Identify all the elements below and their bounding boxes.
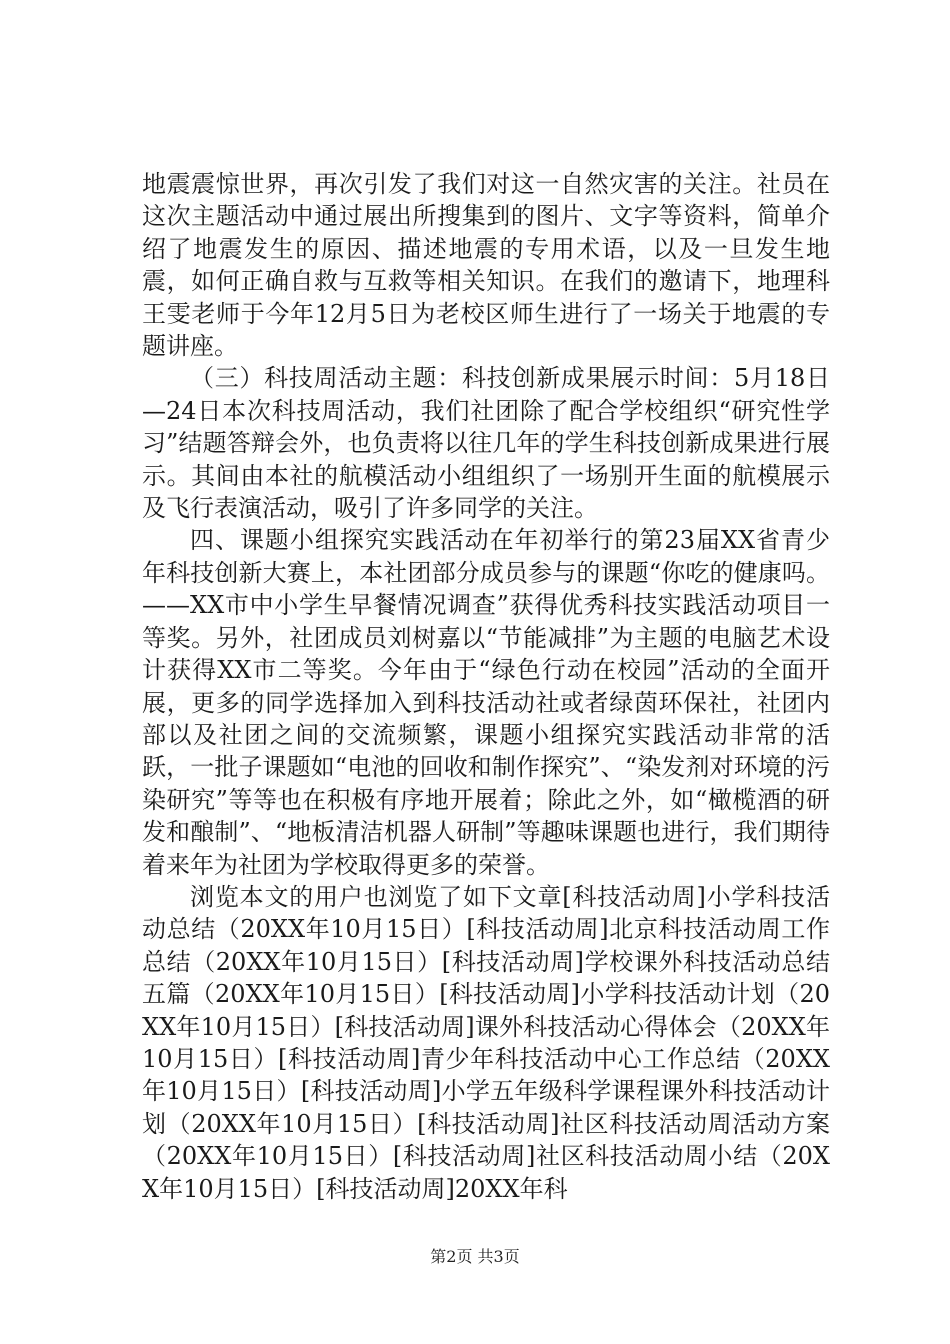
document-body bbox=[142, 168, 830, 1205]
paragraph-tech-week: （三）科技周活动主题：科技创新成果展示时间：5月18日—24日本次科技周活动，我们社团除了配合学校组织“研究性学习”结题答辩会外，也负责将以往几年的学生科技创新成果进行展示。其间由本社的航模活动小组组织了一场别开生面的航模展示及飞行表演活动，吸引了许多同学的关注。 bbox=[142, 364, 830, 523]
page-footer: 第2页 共3页 bbox=[430, 1247, 520, 1266]
paragraph-related-articles: 浏览本文的用户也浏览了如下文章[科技活动周]小学科技活动总结（20XX年10月15日）[科技活动周]北京科技活动周工作总结（20XX年10月15日）[科技活动周]学校课外科技活动总结五篇（20XX年10月15日）[科技活动周]小学科技活动计划（20XX年10月15日）[科技活动周]课外科技活动心得体会（20XX年10月15日）[科技活动周]青少年科技活动中心工作总结（20XX年10月15日）[科技活动周]小学五年级科学课程课外科技活动计划（20XX年10月15日）[科技活动周]社区科技活动周活动方案（20XX年10月15日）[科技活动周]社区科技活动周小结（20XX年10月15日）[科技活动周]20XX年科 bbox=[142, 882, 830, 1203]
paragraph-earthquake-activity: 地震震惊世界，再次引发了我们对这一自然灾害的关注。社员在这次主题活动中通过展出所搜集到的图片、文字等资料，简单介绍了地震发生的原因、描述地震的专用术语，以及一旦发生地震，如何正确自救与互救等相关知识。在我们的邀请下，地理科王雯老师于今年12月5日为老校区师生进行了一场关于地震的专题讲座。 bbox=[142, 170, 830, 361]
paragraph-research-groups: 四、课题小组探究实践活动在年初举行的第23届XX省青少年科技创新大赛上，本社团部分成员参与的课题“你吃的健康吗。——XX市中小学生早餐情况调查”获得优秀科技实践活动项目一等奖。另外，社团成员刘树嘉以“节能减排”为主题的电脑艺术设计获得XX市二等奖。今年由于“绿色行动在校园”活动的全面开展，更多的同学选择加入到科技活动社或者绿茵环保社，社团内部以及社团之间的交流频繁，课题小组探究实践活动非常的活跃，一批子课题如“电池的回收和制作探究”、“染发剂对环境的污染研究”等等也在积极有序地开展着；除此之外，如“橄榄酒的研发和酿制”、“地板清洁机器人研制”等趣味课题也进行，我们期待着来年为社团为学校取得更多的荣誉。 bbox=[142, 526, 830, 879]
